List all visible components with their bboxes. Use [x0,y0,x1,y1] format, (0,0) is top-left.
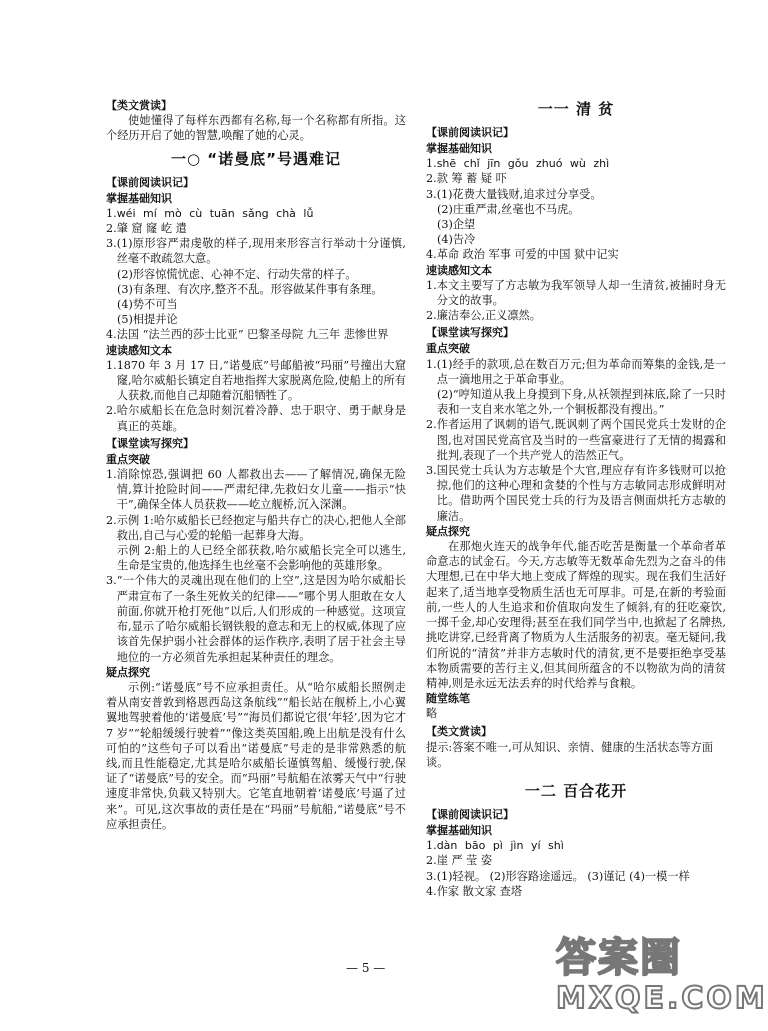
answer-item [106,573,406,664]
subsection-header: 重点突破 [106,452,150,466]
item-text: 本文主要写了方志敏为我军领导人却一生清贫,被捕时身无分文的故事。 [436,278,726,308]
item-number: 3. [426,869,437,883]
item-text: 作家 散文家 查塔 [436,884,523,898]
item-number: 4. [426,884,437,898]
answer-item [106,403,406,433]
answer-item [426,357,726,387]
answer-item [106,543,406,573]
answer-item [426,156,726,171]
item-number: 2. [106,513,117,527]
item-text: (3)有条理、有次序,整齐不乱。形容做某件事有条理。 [117,282,383,296]
item-number: 3. [426,187,437,201]
answer-item [426,232,726,247]
item-text: 1870 年 3 月 17 日,“诺曼底”号邮船被“玛丽”号撞出大窟窿,哈尔威船长镇定自若地指挥大家脱离危险,使船上的所有人获救,而他自己却随着沉船牺牲了。 [116,358,406,403]
chapter-title: 一二 百合花开 [524,781,628,800]
appreciation-text: 使她懂得了每样东西都有名称,每一个名称都有所指。这个经历开启了她的智慧,唤醒了她的心灵。 [106,114,406,143]
item-number: 2. [106,222,117,236]
item-number: 2. [426,172,437,186]
item-number: 1. [106,206,117,220]
answer-item [106,312,406,327]
answer-item [106,467,406,513]
answer-item [426,884,726,899]
answer-item [106,358,406,404]
item-number: 1. [426,278,437,292]
answer-item [106,513,406,543]
item-number: 2. [426,854,437,868]
answer-item [426,202,726,217]
answer-item [106,282,406,297]
item-text: (2)形容惊慌忧虑、心神不定、行动失常的样子。 [117,267,357,281]
item-number: 1. [426,839,437,853]
item-text: 示例 2:船上的人已经全部获救,哈尔威船长完全可以逃生,生命是宝贵的,他选择生也丝毫不会影响他的英雄形象。 [117,544,406,573]
answer-item [426,308,726,323]
subsection-header: 速读感知文本 [426,263,492,277]
item-number: 3. [106,237,117,251]
appreciation-text: 提示:答案不唯一,可从知识、亲情、健康的生活状态等方面谈。 [426,740,714,769]
item-text: (5)相提并论 [117,313,178,327]
answer-item [426,171,726,186]
right-column [426,98,726,899]
item-number: 1. [106,358,117,372]
item-text: 崖 严 莹 姿 [436,854,493,868]
answer-list [106,206,406,343]
item-number: 4. [106,328,117,342]
answer-list [426,357,726,524]
answer-item [426,187,726,202]
answer-item [106,297,406,312]
answer-item [426,217,726,232]
section-header: 【课前阅读识记】 [426,126,514,139]
item-number: 3. [106,574,117,588]
subsection-header: 疑点探究 [106,665,150,679]
item-number: 1. [426,157,437,171]
item-text: 作者运用了讽刺的语气,既讽刺了两个国民党兵士发财的企图,也对国民党高官及当时的一些富豪进行了无情的揭露和批判,表现了一个共产党人的浩然正气。 [436,418,726,462]
answer-item [426,869,726,884]
item-text: “一个伟大的灵魂出现在他们的上空”,这是因为哈尔威船长严肃宣布了一条生死攸关的纪律——“哪个男人胆敢在女人前面,你就开枪打死他”以后,人们形成的一种感觉。这项宣布,显示了哈尔威船长钢铁般的意志和无上的权威,体现了应该首先保护弱小社会群体的运作秩序,表明了居于社会主导地位的一方必须首先承担起某种责任的理念。 [116,574,406,664]
item-text: (1)轻视。 (2)形容路途遥远。 (3)谨记 (4)一模一样 [436,869,690,883]
section-header: 【课堂读写探究】 [426,326,514,340]
doubt-text: 在那炮火连天的战争年代,能否吃苦是衡量一个革命者革命意志的试金石。今天,方志敏等无数革命先烈为之奋斗的伟大理想,已在中华大地上变成了辉煌的现实。现在我们生活好起来了,适当地享受物质生活也无可厚非。可是,在新的考验面前,一些人的人生追求和价值取向发生了倾斜,有的狂吃豪饮,一掷千金,却心安理得;甚至在我们同学当中,也掀起了名牌热,挑吃讲穿,已经背离了物质为人生活服务的初衷。毫无疑问,我们所说的“清贫”并非方志敏时代的清贫,更不是要拒绝享受基本物质需要的苦行主义,但其间所蕴含的不以物欲为尚的清贫精神,则是永远无法丢弃的时代给养与食粮。 [426,540,726,690]
item-number: 2. [426,309,437,323]
item-text: (4)告冷 [437,233,476,247]
item-text: 示例 1:哈尔威船长已经抱定与船共存亡的决心,把他人全部救出,自己与心爱的轮船一起葬身大海。 [116,513,406,542]
subsection-header: 掌握基础知识 [426,823,492,837]
item-number: 3. [426,464,437,478]
item-text: (1)原形容严肃虔敬的样子,现用来形容言行举动十分谨慎,丝毫不敢疏忽大意。 [116,237,406,266]
item-text: 法国 “法兰西的莎士比亚” 巴黎圣母院 九三年 悲惨世界 [116,328,389,342]
item-text: (3)企望 [437,218,476,232]
item-text: (1)花费大量钱财,追求过分享受。 [436,187,602,201]
section-header: 【课前阅读识记】 [106,175,194,189]
item-number: 1. [426,357,437,371]
answer-item [426,853,726,868]
item-text: 革命 政治 军事 可爱的中国 狱中记实 [436,248,619,262]
item-text: 款 筹 蓄 疑 吓 [436,172,507,186]
answer-item [106,236,406,266]
answer-list [106,358,406,434]
answer-item [426,278,726,308]
answer-item [106,267,406,282]
answer-item [106,327,406,342]
item-text: shē chǐ jīn gǒu zhuó wù zhì [436,157,610,171]
section-header: 【课前阅读识记】 [426,807,514,821]
answer-item [426,387,726,417]
item-number: 2. [426,418,437,432]
answer-item [426,463,726,524]
subsection-header: 掌握基础知识 [106,191,172,205]
item-text: 消除惊恐,强调把 60 人都救出去——了解情况,确保无险情,算计抢险时间——严肃纪律,先救妇女儿童——指示“快干”,确保全体人员获救——屹立舰桥,沉入深渊。 [116,468,406,512]
subsection-header: 疑点探究 [426,524,470,538]
doubt-text: 示例:“诺曼底”号不应承担责任。从“哈尔威船长照例走着从南安普敦到格恩西岛这条航线”“船长站在舰桥上,小心翼翼地驾驶着他的‘诺曼底’号”“海员们都说它很‘年轻’,因为它才 7 岁”“轮船缓缓行驶着”“像这类英国船,晚上出航是没有什么可怕的”这些句子可以看出“诺曼底”号走的是非常熟悉的航线,而且性能稳定,尤其是哈尔威船长谨慎驾船、缓慢行驶,保证了“诺曼底”号的安全。而“玛丽”号航船在浓雾天气中“行驶速度非常快,负载又特别大。它笔直地朝着‘诺曼底’号逼了过来”。可见,这次事故的责任是在“玛丽”号航船,“诺曼底”号不应承担责任。 [106,680,406,831]
item-number: 2. [106,404,117,418]
left-column [106,98,406,832]
answer-list [426,278,726,324]
item-text: wéi mí mò cù tuān sǎng chà lǚ [116,206,314,220]
subsection-header: 掌握基础知识 [426,142,492,155]
chapter-title: 一○ “诺曼底”号遇难记 [170,149,342,168]
section-header: 【类文赏读】 [106,99,172,112]
item-number: 1. [106,468,117,482]
answer-list [426,838,726,899]
item-text: 肇 窟 窿 屹 遣 [116,222,187,236]
item-number: 4. [426,248,437,262]
answer-item [426,247,726,262]
watermark-logo [556,935,768,1027]
item-text: 国民党士兵认为方志敏是个大官,理应存有许多钱财可以抢掠,他们的这种心理和贪婪的个性与方志敏同志形成鲜明对比。借助两个国民党士兵的行为及语言侧面烘托方志敏的廉洁。 [436,464,726,523]
answer-item [106,206,406,221]
item-text: (1)经手的款项,总在数百万元;但为革命而筹集的金钱,是一点一滴地用之于革命事业。 [436,357,726,386]
item-text: 廉洁奉公,正义凛然。 [436,309,541,323]
subsection-header: 随堂练笔 [426,692,470,706]
subsection-header: 速读感知文本 [106,343,172,357]
subsection-header: 重点突破 [426,342,470,356]
section-header: 【类文赏读】 [426,724,492,738]
practice-text: 略 [426,707,438,721]
item-text: (2)庄重严肃,丝毫也不马虎。 [437,202,580,216]
answer-item [426,838,726,853]
item-text: 哈尔威船长在危急时刻沉着冷静、忠于职守、勇于献身是真正的英雄。 [116,404,406,433]
answer-item [106,221,406,236]
answer-list [426,156,726,262]
answer-list [106,467,406,665]
section-header: 【课堂读写探究】 [106,436,194,450]
item-text: (4)势不可当 [117,298,178,312]
page-number: — 5 — [346,961,386,975]
watermark-site-text: MXQE.COM [556,981,768,1016]
chapter-title: 一一 清 贫 [537,100,615,118]
answer-item [426,417,726,463]
item-text: (2)“哼知道从我上身摸到下身,从袄领捏到袜底,除了一只时表和一支自来水笔之外,一个铜板都没有搜出。” [437,388,726,417]
watermark-logo-text: 答案圈 [556,935,682,981]
item-text: dàn bāo pì jìn yí shì [436,839,564,853]
